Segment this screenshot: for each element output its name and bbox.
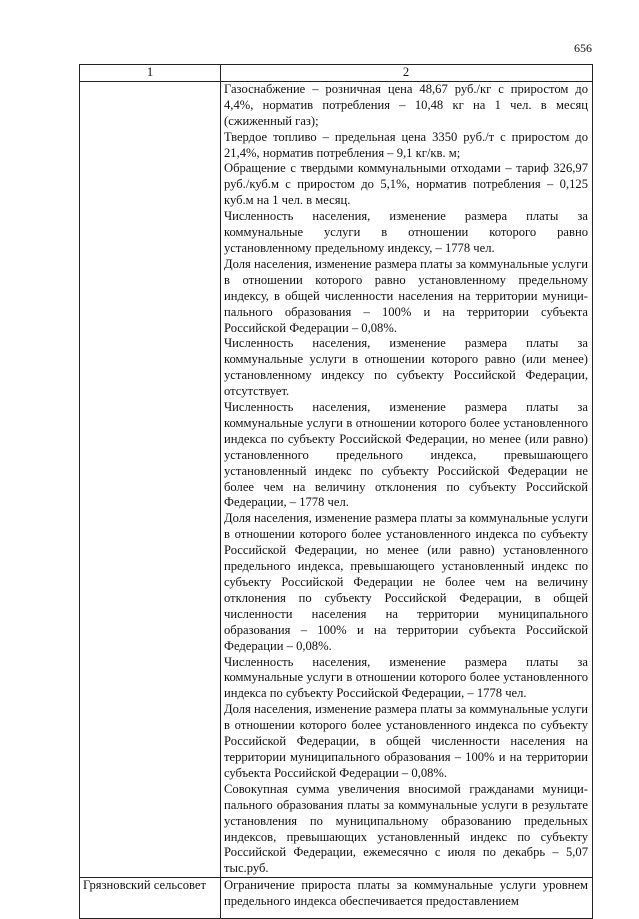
table-row xyxy=(80,81,593,877)
page-number: 656 xyxy=(574,41,592,55)
column-header-1: 1 xyxy=(80,65,221,82)
document-table xyxy=(79,64,593,919)
paragraph-population-above-index: Численность населения, изменение размера платы за коммунальные услуги в отношении которого более установленного индекса по субъекту Российской Федерации, – 1778 чел. xyxy=(224,654,588,701)
paragraph-population-below-index: Численность населения, изменение размера платы за коммунальные услуги в отношении которого равно (или менее) установленному индексу по субъекту Российской Федерации, отсутствует. xyxy=(224,336,588,399)
paragraph-total-payment-increase: Совокупная сумма увеличения вносимой гражданами муниципального образования платы за коммунальные услуги в результате установления по муниципальному образованию предельных индексов, превышающих установленный индекс по субъекту Российской Федерации, ежемесячно с июля по декабрь – 5,07 тыс.руб. xyxy=(224,781,588,876)
paragraph-share-equal-index: Доля населения, изменение размера платы за коммунальные услуги в отношении которого равно установленному предельному индексу, в общей численности населения на территории муниципального образования – 100% и на территории субъекта Российской Федерации – 0,08%. xyxy=(224,256,588,335)
row-label-cell xyxy=(80,81,221,877)
paragraph-share-above-index: Доля населения, изменение размера платы за коммунальные услуги в отношении которого более установленного индекса по субъекту Российской Федерации, в общей численности населения на территории муниципального образования – 100% и на территории субъекта Российской Федерации – 0,08%. xyxy=(224,702,588,780)
row-content-cell xyxy=(221,81,593,877)
paragraph-population-equal-index: Численность населения, изменение размера платы за коммунальные услуги в отношении которого равно установленному предельному индексу, – 1778 чел. xyxy=(224,209,588,255)
table-header-row xyxy=(80,65,593,82)
paragraph-gas-supply: Газоснабжение – розничная цена 48,67 руб./кг с приростом до 4,4%, норматив потребления – 10,48 кг на 1 чел. в месяц (сжиженный газ); xyxy=(224,81,588,128)
column-header-2: 2 xyxy=(221,65,593,82)
row-label-cell: Грязновский сельсовет xyxy=(80,878,221,919)
paragraph-solid-fuel: Твердое топливо – предельная цена 3350 руб./т с приростом до 21,4%, норматив потребления – 9,1 кг/кв. м; xyxy=(224,129,588,160)
paragraph-share-above-index-within-deviation: Доля населения, изменение размера платы за коммунальные услуги в отношении которого более установленного индекса по субъекту Российской Федерации, но менее (или равно) установленного предельного индекса, превышающего установленный индекс по субъекту Российской Федерации не более чем на величину отклонения по субъекту Российской Федерации, в общей численности населения на территории муниципального образования – 100% и на территории субъекта Российской Федерации – 0,08%. xyxy=(224,511,588,653)
paragraph-limitation: Ограничение прироста платы за коммунальные услуги уровнем предельного индекса обеспечивается предоставлением xyxy=(224,878,588,909)
row-content-cell xyxy=(221,878,593,919)
table-row xyxy=(80,878,593,919)
paragraph-solid-waste: Обращение с твердыми коммунальными отходами – тариф 326,97 руб./куб.м с приростом до 5,1%, норматив потребления – 0,125 куб.м на 1 чел. в месяц. xyxy=(224,161,588,208)
paragraph-population-above-index-within-deviation: Численность населения, изменение размера платы за коммунальные услуги в отношении которого более установленного индекса по субъекту Российской Федерации, но менее (или равно) установленного предельного индекса, превышающего установленный индекс по субъекту Российской Федерации не более чем на величину отклонения по субъекту Российской Федерации, – 1778 чел. xyxy=(224,400,588,510)
